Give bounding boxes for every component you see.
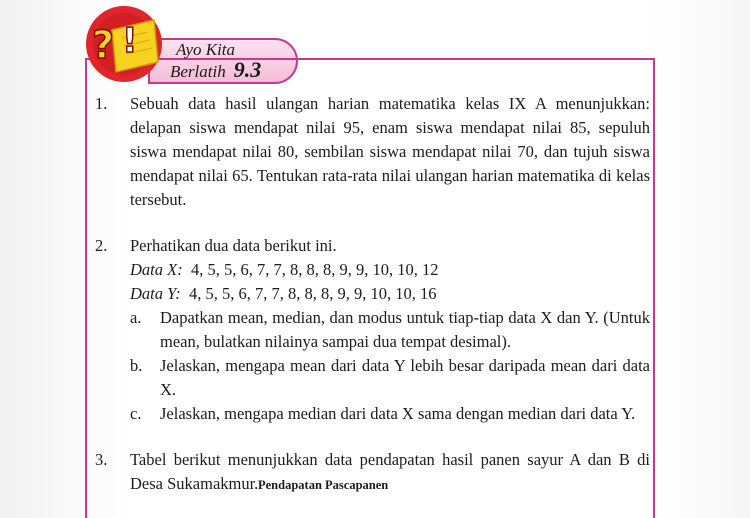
subquestion-b [130, 354, 650, 402]
ayo-kita-berlatih-logo-icon [82, 0, 166, 88]
subquestion-a [130, 306, 650, 354]
subquestion-letter: a. [130, 308, 142, 327]
section-title-line2: Berlatih [170, 62, 226, 81]
subquestion-text: Jelaskan, mengapa mean dari data Y lebih besar daripada mean dari data X. [160, 356, 650, 399]
data-x-values: 4, 5, 5, 6, 7, 7, 8, 8, 8, 9, 9, 10, 10, 12 [190, 260, 439, 279]
data-y-line [130, 282, 650, 306]
subquestion-letter: c. [130, 404, 142, 423]
subquestion-text: Jelaskan, mengapa median dari data X sama dengan median dari data Y. [160, 404, 636, 423]
subquestion-letter: b. [130, 356, 143, 375]
svg-text:!: ! [122, 21, 138, 61]
exercise-content [95, 92, 650, 496]
question-number: 1. [95, 94, 108, 113]
data-x-label: Data X: [130, 260, 183, 279]
question-number: 3. [95, 450, 108, 469]
question-text: Sebuah data hasil ulangan harian matematika kelas IX A menunjukkan: delapan siswa mendapat nilai 95, enam siswa mendapat nilai 85, sepuluh siswa mendapat nilai 80, sembilan siswa mendapat nilai 70, dan tujuh siswa mendapat nilai 65. Tentukan rata-rata nilai ulangan harian matematika di kelas tersebut. [130, 94, 650, 209]
data-y-label: Data Y: [130, 284, 181, 303]
subquestion-c [130, 402, 650, 426]
section-title-line1: Ayo Kita [176, 40, 236, 59]
data-x-line [130, 258, 650, 282]
question-number: 2. [95, 236, 108, 255]
section-number: 9.3 [233, 57, 262, 82]
svg-text:?: ? [92, 23, 115, 67]
question-2 [95, 234, 650, 426]
subquestion-text: Dapatkan mean, median, dan modus untuk tiap-tiap data X dan Y. (Untuk mean, bulatkan nilainya sampai dua tempat desimal). [160, 308, 650, 351]
section-title [170, 40, 300, 82]
data-y-values: 4, 5, 5, 6, 7, 7, 8, 8, 8, 9, 9, 10, 10, 16 [188, 284, 437, 303]
question-text: Tabel berikut menunjukkan data pendapatan hasil panen sayur A dan B di Desa Sukamakmur. [130, 450, 650, 493]
table-caption: Pendapatan Pascapanen [258, 478, 389, 492]
question-1 [95, 92, 650, 212]
question-intro: Perhatikan dua data berikut ini. [130, 236, 337, 255]
